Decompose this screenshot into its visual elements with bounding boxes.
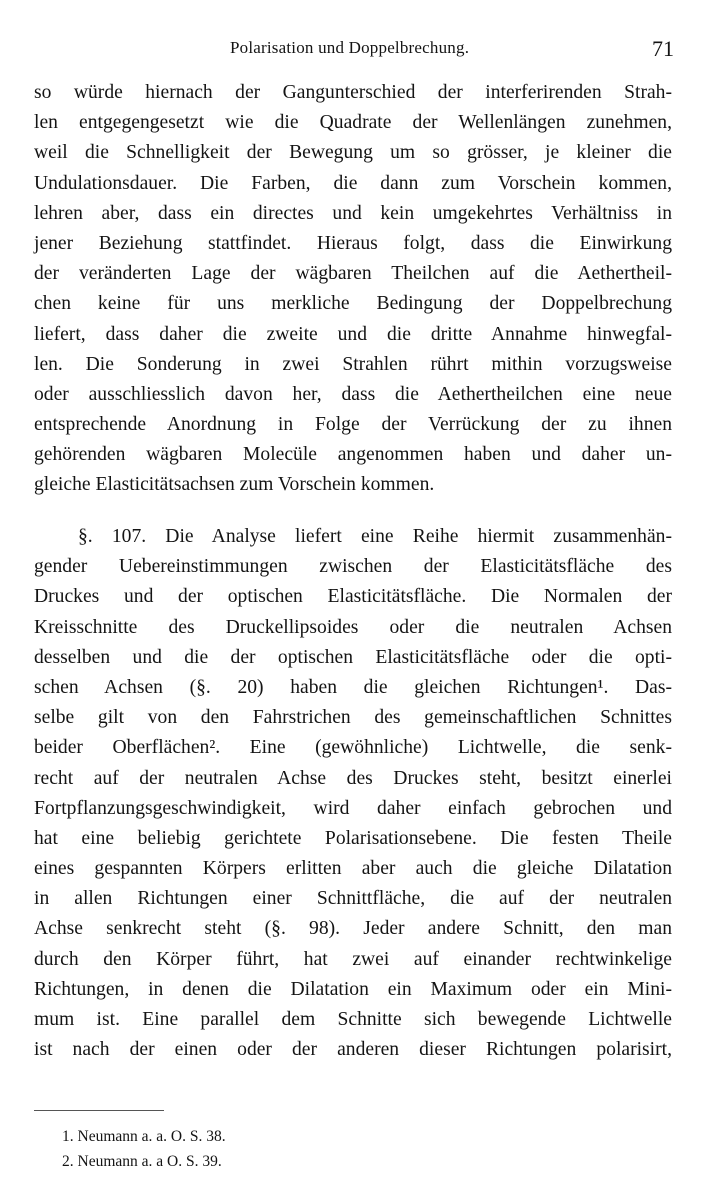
text-line: mum ist. Eine parallel dem Schnitte sich bewegende Lichtwelle xyxy=(34,1009,672,1030)
footnote: 2. Neumann a. a O. S. 39. xyxy=(62,1153,222,1170)
text-line: so würde hiernach der Gangunterschied der interferirenden Strah- xyxy=(34,82,672,103)
text-line: durch den Körper führt, hat zwei auf einander rechtwinkelige xyxy=(34,948,672,970)
footnotes xyxy=(62,1124,462,1174)
text-line: gender Uebereinstimmungen zwischen der Elasticitätsfläche des xyxy=(34,556,672,578)
text-line: oder ausschliesslich davon her, dass die Aethertheilchen eine neue xyxy=(34,383,672,405)
text-line: Achse senkrecht steht (§. 98). Jeder andere Schnitt, den man xyxy=(34,918,672,940)
text-line: in allen Richtungen einer Schnittfläche, die auf der neutralen xyxy=(34,888,672,910)
text-line: schen Achsen (§. 20) haben die gleichen Richtungen¹. Das- xyxy=(34,676,672,698)
text-line: selbe gilt von den Fahrstrichen des gemeinschaftlichen Schnittes xyxy=(34,707,672,729)
text-line: hat eine beliebig gerichtete Polarisationsebene. Die festen Theile xyxy=(34,827,672,849)
footnote-divider xyxy=(34,1110,164,1111)
text-line: Kreisschnitte des Druckellipsoides oder die neutralen Achsen xyxy=(34,616,672,638)
text-line: Fortpflanzungsgeschwindigkeit, wird daher einfach gebrochen und xyxy=(34,797,672,819)
text-line: §. 107. Die Analyse liefert eine Reihe hiermit zusammenhän- xyxy=(78,526,672,547)
running-head: Polarisation und Doppelbrechung. xyxy=(230,38,470,57)
text-line: chen keine für uns merkliche Bedingung der Doppelbrechung xyxy=(34,293,672,315)
text-line: lehren aber, dass ein directes und kein umgekehrtes Verhältniss in xyxy=(34,202,672,224)
footnote: 1. Neumann a. a. O. S. 38. xyxy=(62,1128,226,1145)
text-line: len entgegengesetzt wie die Quadrate der Wellenlängen zunehmen, xyxy=(34,112,672,134)
page-number: 71 xyxy=(652,36,674,61)
text-line: der veränderten Lage der wägbaren Theilchen auf die Aethertheil- xyxy=(34,263,672,285)
text-line: beider Oberflächen². Eine (gewöhnliche) Lichtwelle, die senk- xyxy=(34,737,672,759)
text-line: Richtungen, in denen die Dilatation ein Maximum oder ein Mini- xyxy=(34,978,672,1000)
text-line: jener Beziehung stattfindet. Hieraus folgt, dass die Einwirkung xyxy=(34,232,672,254)
page-header xyxy=(34,38,674,68)
text-line: gleiche Elasticitätsachsen zum Vorschein kommen. xyxy=(34,474,435,496)
text-line: desselben und die der optischen Elasticitätsfläche oder die opti- xyxy=(34,646,672,668)
text-line: len. Die Sonderung in zwei Strahlen rührt mithin vorzugsweise xyxy=(34,353,672,375)
text-line: Druckes und der optischen Elasticitätsfläche. Die Normalen der xyxy=(34,586,672,608)
text-line: recht auf der neutralen Achse des Druckes steht, besitzt einerlei xyxy=(34,767,672,789)
paragraph-2 xyxy=(34,522,672,1065)
text-line: ist nach der einen oder der anderen dieser Richtungen polarisirt, xyxy=(34,1039,672,1061)
text-line: eines gespannten Körpers erlitten aber auch die gleiche Dilatation xyxy=(34,858,672,880)
paragraph-1 xyxy=(34,78,672,501)
text-line: gehörenden wägbaren Molecüle angenommen haben und daher un- xyxy=(34,444,672,466)
text-line: entsprechende Anordnung in Folge der Verrückung der zu ihnen xyxy=(34,414,672,436)
text-line: liefert, dass daher die zweite und die dritte Annahme hinwegfal- xyxy=(34,323,672,345)
text-line: weil die Schnelligkeit der Bewegung um so grösser, je kleiner die xyxy=(34,142,672,164)
text-line: Undulationsdauer. Die Farben, die dann zum Vorschein kommen, xyxy=(34,172,672,194)
